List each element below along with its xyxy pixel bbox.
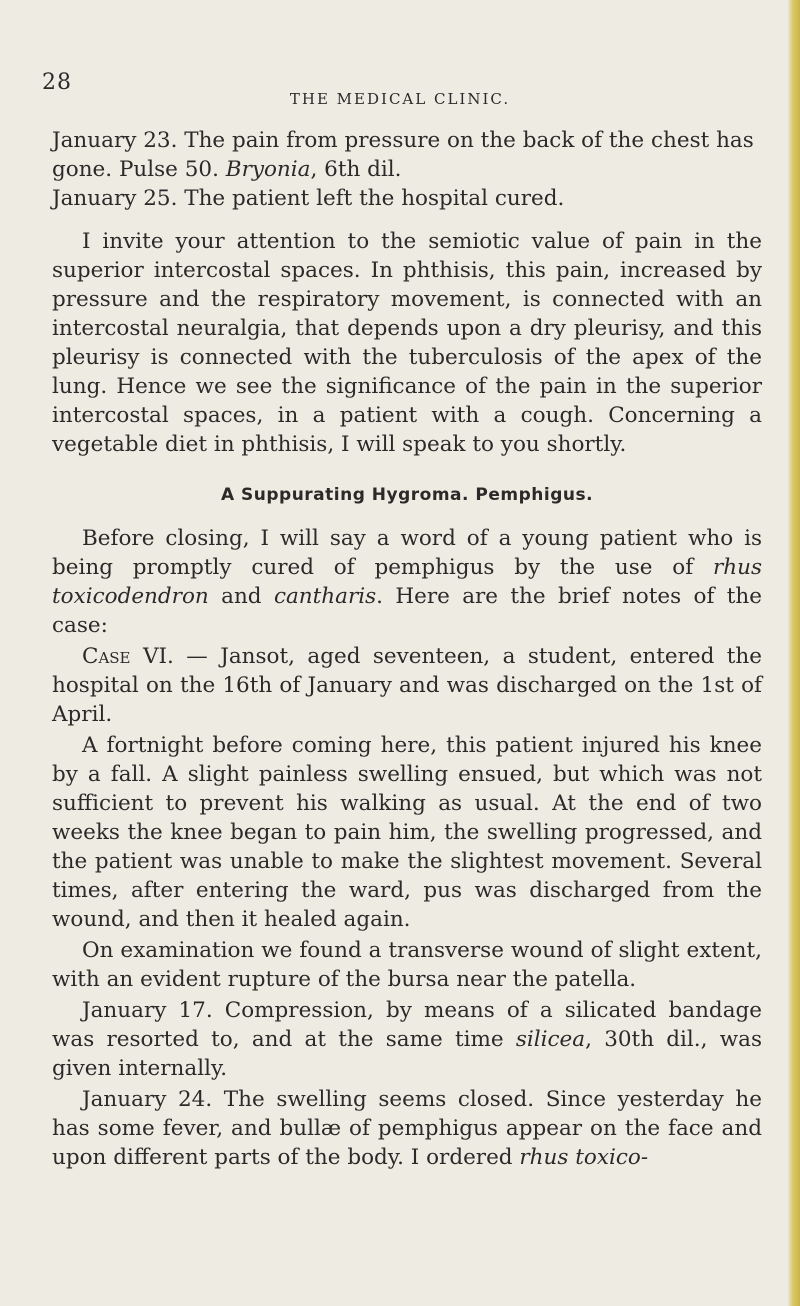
entry-january-23-text: January 23. The pain from pressure on the back of the chest has gone. Pulse 50. — [52, 128, 754, 182]
case-label: Case VI. — [82, 644, 174, 669]
paragraph-history: A fortnight before coming here, this patient injured his knee by a fall. A slight painless swelling ensued, but which was not sufficient to prevent his walking as usual. At the end of two weeks the knee began to pain him, the swelling progressed, and the patient was unable to make the slightest movement. Several times, after entering the ward, pus was discharged from the wound, and then it healed again. — [52, 733, 762, 932]
remedy-rhus-toxico: rhus toxico- — [519, 1145, 649, 1170]
page-body — [52, 126, 762, 1172]
remedy-bryonia: Bryonia — [225, 157, 311, 182]
january-17-tail: , 30th dil., was given internally. — [52, 1027, 762, 1081]
case-text: — Jansot, aged seventeen, a student, entered the hospital on the 16th of January and was discharged on the 1st of April. — [52, 644, 762, 727]
remedy-cantharis: cantharis — [273, 584, 377, 609]
page-edge — [788, 0, 800, 1306]
january-24-text: January 24. The swelling seems closed. Since yesterday he has some fever, and bullæ of pemphigus appear on the face and upon different parts of the body. I ordered — [52, 1087, 762, 1170]
pemphigus-intro-and: and — [208, 584, 274, 609]
section-heading: A Suppurating Hygroma. Pemphigus. — [220, 485, 594, 505]
paragraph-case-six — [52, 642, 762, 729]
running-head: THE MEDICAL CLINIC. — [289, 90, 511, 108]
page-number: 28 — [42, 70, 72, 95]
remedy-silicea: silicea — [515, 1027, 586, 1052]
paragraph-examination: On examination we found a transverse wound of slight extent, with an evident rupture of the bursa near the patella. — [52, 938, 762, 992]
entry-january-23-dilution: , 6th dil. — [310, 157, 402, 182]
pemphigus-intro-text: Before closing, I will say a word of a young patient who is being promptly cured of pemphigus by the use of — [52, 526, 762, 580]
paragraph-january-17 — [52, 996, 762, 1083]
entry-january-23 — [52, 126, 762, 184]
paragraph-january-24 — [52, 1085, 762, 1172]
entry-january-25: January 25. The patient left the hospital cured. — [52, 186, 565, 211]
january-17-text: January 17. Compression, by means of a silicated bandage was resorted to, and at the same time — [52, 998, 762, 1052]
remedy-rhus-toxicodendron: rhus toxicodendron — [52, 555, 762, 609]
pemphigus-intro-tail: . Here are the brief notes of the case: — [52, 584, 762, 638]
paragraph-intercostal-pain: I invite your attention to the semiotic value of pain in the superior intercostal spaces. In phthisis, this pain, increased by pressure and the respiratory movement, is connected with an intercostal neuralgia, that depends upon a dry pleurisy, and this pleurisy is connected with the tuberculosis of the apex of the lung. Hence we see the significance of the pain in the superior intercostal spaces, in a patient with a cough. Concerning a vegetable diet in phthisis, I will speak to you shortly. — [52, 229, 762, 457]
paragraph-pemphigus-intro — [52, 524, 762, 640]
